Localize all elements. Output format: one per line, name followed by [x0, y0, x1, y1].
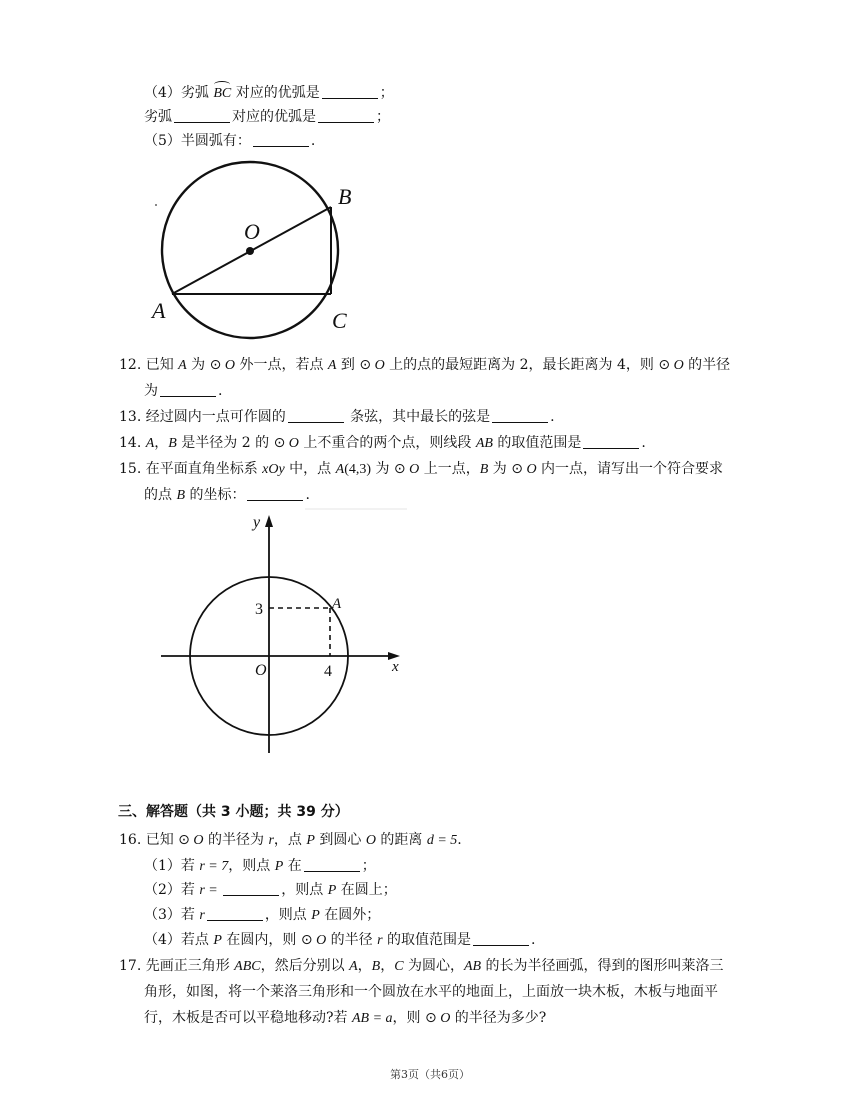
text: 对应的优弧是: [231, 85, 320, 101]
text: 的坐标：: [185, 487, 246, 503]
tick-3: 3: [255, 601, 263, 618]
text: 到圆心: [314, 832, 366, 848]
math: A: [327, 358, 337, 373]
math: A: [349, 959, 358, 974]
text: 的长为半径画弧，得到的图形叫莱洛三: [481, 958, 724, 974]
odot-symbol: ⊙: [209, 357, 222, 373]
figure-coordinate-circle: [155, 505, 415, 755]
math: A: [178, 358, 187, 373]
q16-sub1: [144, 856, 376, 877]
text: ；: [361, 858, 376, 874]
text: 外一点，若点: [235, 357, 328, 373]
math: O: [189, 833, 204, 848]
text: .: [457, 832, 462, 848]
math: P: [311, 908, 320, 923]
math: AB = a: [351, 1011, 393, 1026]
question-number: 14.: [119, 435, 146, 451]
text: ，点: [273, 832, 307, 848]
label-y: y: [253, 514, 261, 531]
text: 为: [371, 461, 394, 477]
text: 在圆内，则: [221, 932, 301, 948]
math: O: [312, 933, 327, 948]
text: ，则点: [228, 858, 275, 874]
text: .: [305, 487, 310, 503]
answer-blank[interactable]: [473, 931, 529, 946]
text: （5）半圆弧有：: [144, 133, 251, 149]
q15-line2: [144, 485, 310, 506]
text: 中，点: [284, 461, 336, 477]
text: 是半径为 2 的: [176, 435, 274, 451]
math: r =: [199, 883, 222, 898]
tick-4: 4: [324, 663, 332, 680]
answer-blank[interactable]: [318, 108, 374, 123]
q16-stem: [119, 830, 462, 851]
math: O: [285, 436, 299, 451]
math: B: [479, 462, 489, 477]
text: ，: [154, 435, 169, 451]
text: 的半径为: [203, 832, 269, 848]
math: O: [436, 1011, 451, 1026]
text: 在圆上；: [336, 882, 397, 898]
text: .: [531, 932, 536, 948]
text: 为圆心，: [403, 958, 464, 974]
math: B: [176, 488, 186, 503]
y-axis-arrow: [265, 515, 273, 527]
q17-line3: [144, 1008, 546, 1029]
q16-sub4: [144, 930, 535, 951]
text: （3）若: [144, 907, 200, 923]
q17-line1: [119, 956, 724, 977]
math: AB: [475, 436, 493, 451]
math: xOy: [262, 462, 285, 477]
text: 劣弧: [144, 109, 172, 125]
text: ，然后分别以: [260, 958, 350, 974]
q12-line1: [119, 355, 730, 376]
math: O: [371, 358, 385, 373]
text: ，则点: [281, 882, 328, 898]
math: r: [199, 908, 205, 923]
text: .: [310, 133, 316, 149]
center-point: [246, 247, 254, 255]
question-number: 17.: [119, 958, 146, 974]
text: ；: [379, 85, 394, 101]
odot-symbol: ⊙: [359, 357, 372, 373]
answer-blank[interactable]: [583, 434, 639, 449]
text: .: [550, 409, 555, 425]
math: P: [213, 933, 222, 948]
answer-blank[interactable]: [492, 408, 548, 423]
answer-blank[interactable]: [304, 857, 360, 872]
text: 的半径: [683, 357, 731, 373]
math: ABC: [234, 959, 261, 974]
label-a: A: [332, 596, 342, 612]
text: 的取值范围是: [492, 435, 582, 451]
answer-blank[interactable]: [174, 108, 230, 123]
math: r: [377, 933, 383, 948]
math: C: [394, 959, 404, 974]
q16-sub3: [144, 905, 380, 926]
math: AB: [464, 959, 482, 974]
answer-blank[interactable]: [288, 408, 344, 423]
text: 上的点的最短距离为 2，最长距离为 4，则: [384, 357, 659, 373]
text: ；: [376, 109, 390, 125]
q12-line2: [144, 381, 222, 401]
odot-symbol: ⊙: [300, 932, 313, 948]
text: 角形，如图，将一个莱洛三角形和一个圆放在水平的地面上，上面放一块木板，木板与地面平: [144, 984, 718, 1000]
math: (4,3): [344, 462, 372, 477]
page-footer: 第3页（共6页）: [390, 1068, 470, 1081]
answer-blank[interactable]: [247, 486, 303, 501]
q16-sub2: [144, 880, 397, 901]
text: （4）若点: [144, 932, 214, 948]
q11-part4-line1: [144, 83, 394, 104]
text: 对应的优弧是: [232, 109, 316, 125]
math: P: [306, 833, 315, 848]
answer-blank[interactable]: [160, 382, 216, 397]
text: 上不重合的两个点，则线段: [298, 435, 476, 451]
text: 先画正三角形: [145, 958, 235, 974]
figure-circle-abc: [150, 150, 370, 340]
text: 为: [144, 383, 158, 399]
math: r = 7: [199, 859, 229, 874]
odot-symbol: ⊙: [178, 832, 190, 848]
text: （2）若: [144, 882, 200, 898]
text: 已知: [145, 832, 179, 848]
text: 行，木板是否可以平稳地移动?若: [144, 1010, 352, 1026]
q17-line2: [144, 982, 718, 1002]
q13: [119, 407, 555, 427]
odot-symbol: ⊙: [393, 461, 406, 477]
odot-symbol: ⊙: [273, 435, 286, 451]
question-number: 16.: [119, 832, 146, 848]
math: r: [268, 833, 274, 848]
label-origin: O: [255, 662, 267, 679]
text: 的半径为多少?: [450, 1010, 547, 1026]
math: O: [405, 462, 420, 477]
math: P: [327, 883, 337, 898]
answer-blank[interactable]: [207, 906, 263, 921]
math: B: [168, 436, 177, 451]
text: 到: [336, 357, 360, 373]
answer-blank[interactable]: [253, 132, 309, 147]
speck: [155, 204, 157, 206]
text: （1）若: [144, 858, 200, 874]
math: d = 5: [426, 833, 458, 848]
question-number: 15.: [119, 461, 146, 477]
text: 为: [488, 461, 512, 477]
q14: [119, 433, 646, 454]
odot-symbol: ⊙: [658, 357, 671, 373]
math: P: [274, 859, 284, 874]
text: 在圆外；: [319, 907, 381, 923]
label-c: C: [332, 308, 347, 333]
text: 在平面直角坐标系: [145, 461, 263, 477]
label-a: A: [152, 298, 166, 323]
math: O: [670, 358, 684, 373]
text: 13. 经过圆内一点可作圆的: [119, 409, 286, 425]
text: 上一点，: [419, 461, 480, 477]
odot-symbol: ⊙: [511, 461, 523, 477]
label-x: x: [392, 659, 399, 675]
math: B: [371, 959, 381, 974]
text: 的距离: [375, 832, 427, 848]
text: .: [641, 435, 646, 451]
q15-line1: [119, 459, 723, 480]
math: A: [145, 436, 155, 451]
text: .: [218, 383, 223, 399]
label-b: B: [338, 184, 352, 209]
text: 的点: [144, 487, 177, 503]
text: 的取值范围是: [382, 932, 471, 948]
text: 为: [186, 357, 210, 373]
q11-part5: [144, 131, 315, 151]
text: 的半径: [326, 932, 378, 948]
q11-part4-line2: [144, 107, 390, 127]
text: ，: [357, 958, 372, 974]
text: （4）劣弧: [144, 85, 214, 101]
text: 内一点，请写出一个符合要求: [536, 461, 724, 477]
text: 12. 已知: [119, 357, 179, 373]
text: 条弦，其中最长的弦是: [345, 409, 491, 425]
label-o: O: [244, 219, 260, 244]
math: O: [365, 833, 376, 848]
math: A: [335, 462, 345, 477]
math: O: [522, 462, 537, 477]
answer-blank[interactable]: [223, 881, 279, 896]
text: ，则点: [264, 907, 312, 923]
text: ，: [380, 958, 395, 974]
arc-bc: BC: [213, 84, 231, 104]
odot-symbol: ⊙: [424, 1010, 437, 1026]
answer-blank[interactable]: [322, 84, 378, 99]
section-title: 三、解答题（共 3 小题；共 39 分）: [118, 804, 349, 820]
text: ，则: [392, 1010, 425, 1026]
math: O: [221, 358, 235, 373]
text: 在: [283, 858, 302, 874]
